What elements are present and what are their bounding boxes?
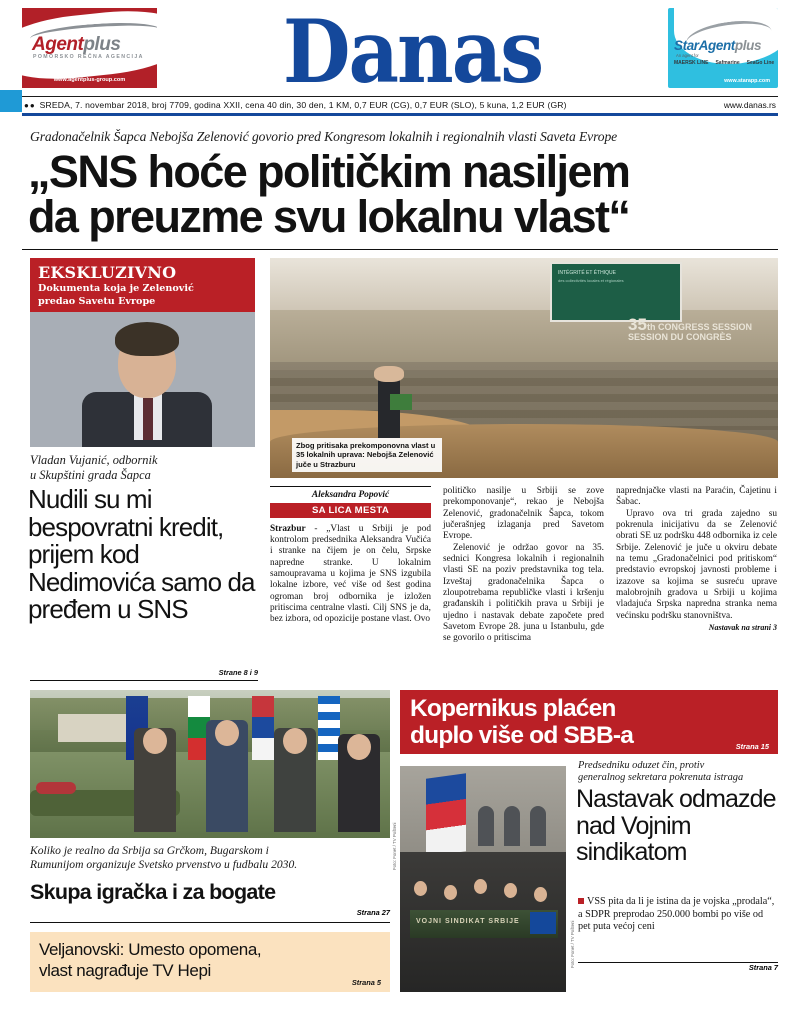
article-dateline: Strazbur <box>270 523 306 534</box>
photo-wall-congress-sign <box>628 315 752 342</box>
article-column-2 <box>443 486 604 645</box>
summit-person-borisov <box>134 728 176 832</box>
main-photo-congress-session <box>270 258 778 478</box>
exclusive-kicker-line1: Vladan Vujanić, odbornik <box>30 453 158 467</box>
advertisement-agentplus[interactable] <box>22 8 157 88</box>
exclusive-badge-sub2: predao Savetu Evrope <box>38 296 156 307</box>
cyan-corner-tab <box>0 90 22 112</box>
bullet-dots-icon: ●● <box>24 100 36 110</box>
congress-number: 35 <box>628 315 647 334</box>
kopernikus-line1: Kopernikus plaćen <box>410 695 616 722</box>
article-col2-para2: Zelenović je održao govor na 35. sednici Kongresa lokalnih i regionalnih vlasti SE na poziv predstavnika tog tela. Izveštaj gradonačelnika Šapca o zloupotrebama republičke vlasti i kršenju građanskih i političkih prava u Srbiji je ujedno i nastavak debate započete pred Savetom Evrope 28. juna u Istanbulu, gde se govorilo o pritiscima <box>443 542 604 644</box>
protest-person-head-2 <box>444 885 457 900</box>
staragent-logo-text <box>674 38 761 53</box>
summit-flag-serbia <box>252 696 274 760</box>
advertisement-staragentplus[interactable] <box>668 8 778 88</box>
summit-caption-line1: Koliko je realno da Srbija sa Grčkom, Bugarskom i <box>30 844 269 857</box>
protest-photo-credit: Foto: Fonet / TV Pošteni <box>392 822 397 870</box>
article-col3-para1: naprednjačke vlasti na Paraćin, Čajetinu i Šabac. <box>616 486 777 508</box>
lead-article-columns <box>270 486 778 645</box>
exclusive-headline[interactable]: Nudili su mi bespovratni kredit, prijem kod Nedimovića samo da pređem u SNS <box>28 484 255 624</box>
summit-caption <box>30 844 390 872</box>
article-body-column-2 <box>443 486 604 645</box>
protest-banner-patch <box>530 912 556 934</box>
article-continuation-ref[interactable]: Nastavak na strani 3 <box>708 623 777 633</box>
veljanovski-page-ref: Strana 5 <box>351 978 381 987</box>
staragent-name-part2: plus <box>734 38 762 53</box>
article-column-3 <box>616 486 777 645</box>
congress-line1: CONGRESS SESSION <box>657 322 752 332</box>
summit-person-dancila <box>338 734 380 832</box>
agentplus-name-part2: plus <box>83 34 121 55</box>
vojni-kicker-line2: generalnog sekretara pokrenuta istraga <box>578 772 744 784</box>
lead-kicker: Gradonačelnik Šapca Nebojša Zelenović govorio pred Kongresom lokalnih i regionalnih vlasti Saveta Evrope <box>30 129 618 144</box>
vojni-page-ref: Strana 7 <box>748 963 778 972</box>
staragent-name-part1: StarAgent <box>674 38 735 53</box>
photo-speaker-head-shape <box>374 366 404 382</box>
summit-headline[interactable]: Skupa igračka i za bogate <box>30 880 276 904</box>
summit-person-head-2 <box>215 720 239 746</box>
congress-number-suffix: th <box>646 322 656 332</box>
exclusive-badge-sub1: Dokumenta koja je Zelenović <box>38 283 194 294</box>
protest-window-3 <box>530 806 546 846</box>
divider-above-byline <box>270 486 431 487</box>
main-photo-caption: Zbog pritisaka prekomponovna vlast u 35 lokalnih uprava: Nebojša Zelenović juče u Strazburu <box>292 438 442 472</box>
partner-logo-safmarine: Safmarine <box>715 60 740 66</box>
screen-text-line2: des collectivités locales et régionales <box>558 278 624 283</box>
agentplus-name-part1: Agent <box>32 34 84 55</box>
staragent-partner-logos <box>674 60 774 66</box>
summit-flowerbed-shape <box>36 782 76 794</box>
issue-info-text: SREDA, 7. novembar 2018, broj 7709, godina XXII, cena 40 din, 30 den, 1 KM, 0,7 EUR (CG), 0,7 EUR (SLO), 5 kuna, 1,2 EUR (GR) <box>39 100 567 110</box>
veljanovski-teaser-box[interactable] <box>30 932 390 992</box>
portrait-hair-shape <box>115 322 179 356</box>
staragent-url[interactable]: www.starapp.com <box>724 78 770 84</box>
protest-banner-text: VOJNI SINDIKAT SRBIJE <box>416 918 520 925</box>
divider-under-summit <box>30 922 390 923</box>
photo-projection-screen <box>550 262 682 322</box>
kopernikus-teaser-box[interactable] <box>400 690 778 754</box>
summit-person-head-3 <box>283 728 307 754</box>
article-section-label: SA LICA MESTA <box>270 503 431 518</box>
summit-caption-line2: Rumunijom organizuje Svetsko prvenstvo u fudbalu 2030. <box>30 858 298 871</box>
agentplus-logo-text <box>32 34 120 56</box>
exclusive-kicker-line2: u Skupštini grada Šapca <box>30 467 151 482</box>
partner-logo-maersk: MAERSK LINE <box>674 60 709 66</box>
vojni-photo-credit: Foto: Fonet / TV Pošteni <box>570 920 575 968</box>
vojni-headline[interactable]: Nastavak odmazde nad Vojnim sindikatom <box>576 785 776 866</box>
article-col2-para1: političko nasilje u Srbiji se zove prekomponovanje“, rekao je Nebojša Zelenović, gradonačelnik Šapca, tokom jučerašnjeg izlaganja pred Savetom Evrope. <box>443 486 604 542</box>
kopernikus-page-ref: Strana 15 <box>735 742 769 751</box>
protest-person-head-5 <box>534 887 547 902</box>
exclusive-badge-title: EKSKLUZIVNO <box>38 263 177 282</box>
photo-ceiling-shape <box>270 258 778 310</box>
veljanovski-line1: Veljanovski: Umesto opomena, <box>39 940 262 959</box>
protest-window-1 <box>478 806 494 846</box>
protest-person-head-4 <box>504 883 517 898</box>
portrait-photo-vladan-vujanic <box>30 312 255 447</box>
masthead <box>0 0 800 104</box>
summit-flag-greece <box>318 696 340 760</box>
summit-person-vucic <box>206 720 248 832</box>
divider-left-column <box>30 680 258 681</box>
veljanovski-line2: vlast nagrađuje TV Hepi <box>39 961 211 980</box>
exclusive-kicker <box>30 453 258 482</box>
page-title: Danas <box>282 1 543 104</box>
photo-balkan-leaders-summit <box>30 690 390 838</box>
summit-page-ref: Strana 27 <box>356 908 390 917</box>
staragent-subtitle: An agent for <box>676 53 699 58</box>
article-byline: Aleksandra Popović <box>311 490 390 500</box>
summit-person-head-4 <box>347 734 371 760</box>
exclusive-page-ref: Strane 8 i 9 <box>218 668 258 677</box>
congress-line2: SESSION DU CONGRÈS <box>628 332 732 342</box>
article-col3-para2: Upravo ova tri grada zajedno su pokrenula inicijativu da se Zelenović obrati SE uz podršku 448 odbornika iz cele Srbije. Zelenović je juče u okviru debate na temu „Gradonačelnici pod pritiskom“ predstavio evropskoj javnosti probleme i izazove sa kojima se susreću uprave malobrojnih gradova u Srbiji u kojima vladajuća Srpska napredna stranka nema većinsku podršku stanovništva. <box>616 508 777 621</box>
body-grid <box>22 250 778 1010</box>
screen-text-line1: INTÉGRITÉ ET ÉTHIQUE <box>558 270 616 276</box>
protest-banner <box>410 910 558 938</box>
article-body-column-3 <box>616 486 777 633</box>
protest-serbian-flag <box>426 773 466 857</box>
article-body-column-1 <box>270 524 431 626</box>
nameplate <box>157 1 668 104</box>
protest-person-head-3 <box>474 879 487 894</box>
agentplus-subtitle: POMORSKO REČNA AGENCIJA <box>33 54 144 60</box>
lead-headline <box>28 146 772 242</box>
website-url[interactable]: www.danas.rs <box>723 100 776 110</box>
protest-person-head-1 <box>414 881 427 896</box>
protest-window-2 <box>504 806 520 846</box>
vojni-bullet-list <box>578 896 778 934</box>
photo-green-book-shape <box>390 394 412 410</box>
article-column-1 <box>270 486 431 645</box>
lead-headline-line1: „SNS hoće političkim nasiljem <box>28 146 630 197</box>
vojni-bullet-text: VSS pita da li je istina da je vojska „prodala“, a SDPR preprodao 250.000 bombi po više od pet puta većoj ceni <box>578 896 775 933</box>
portrait-tie-shape <box>143 398 153 440</box>
vojni-kicker-line1: Predsedniku oduzet čin, protiv <box>578 760 705 771</box>
kopernikus-line2: duplo više od SBB-a <box>410 722 634 749</box>
summit-person-tsipras <box>274 728 316 832</box>
article-col1-text: - „Vlast u Srbiji je pod kontrolom predsednika Aleksandra Vučića i stranke na čijem je on čelu, Srpske napredne stranke. U lokalnim samoupravama u kojima je SNS izgubila lokalne izbore, već više od šest godina ogroman broj odbornika je izložen pritiscima centralne vlasti. Cilj SNS je da, bez izbora, od opozicije postane vlast. Ovo <box>270 523 431 625</box>
agentplus-url[interactable]: www.agentplus-group.com <box>53 77 126 83</box>
lead-headline-line2: da preuzme svu lokalnu vlast“ <box>28 191 630 242</box>
summit-person-head-1 <box>143 728 167 754</box>
photo-military-union-protest <box>400 766 566 992</box>
partner-logo-seago: SeaGo Line <box>746 60 775 66</box>
vojni-kicker <box>578 760 778 785</box>
bullet-square-icon <box>578 898 584 904</box>
exclusive-badge[interactable] <box>30 258 255 314</box>
